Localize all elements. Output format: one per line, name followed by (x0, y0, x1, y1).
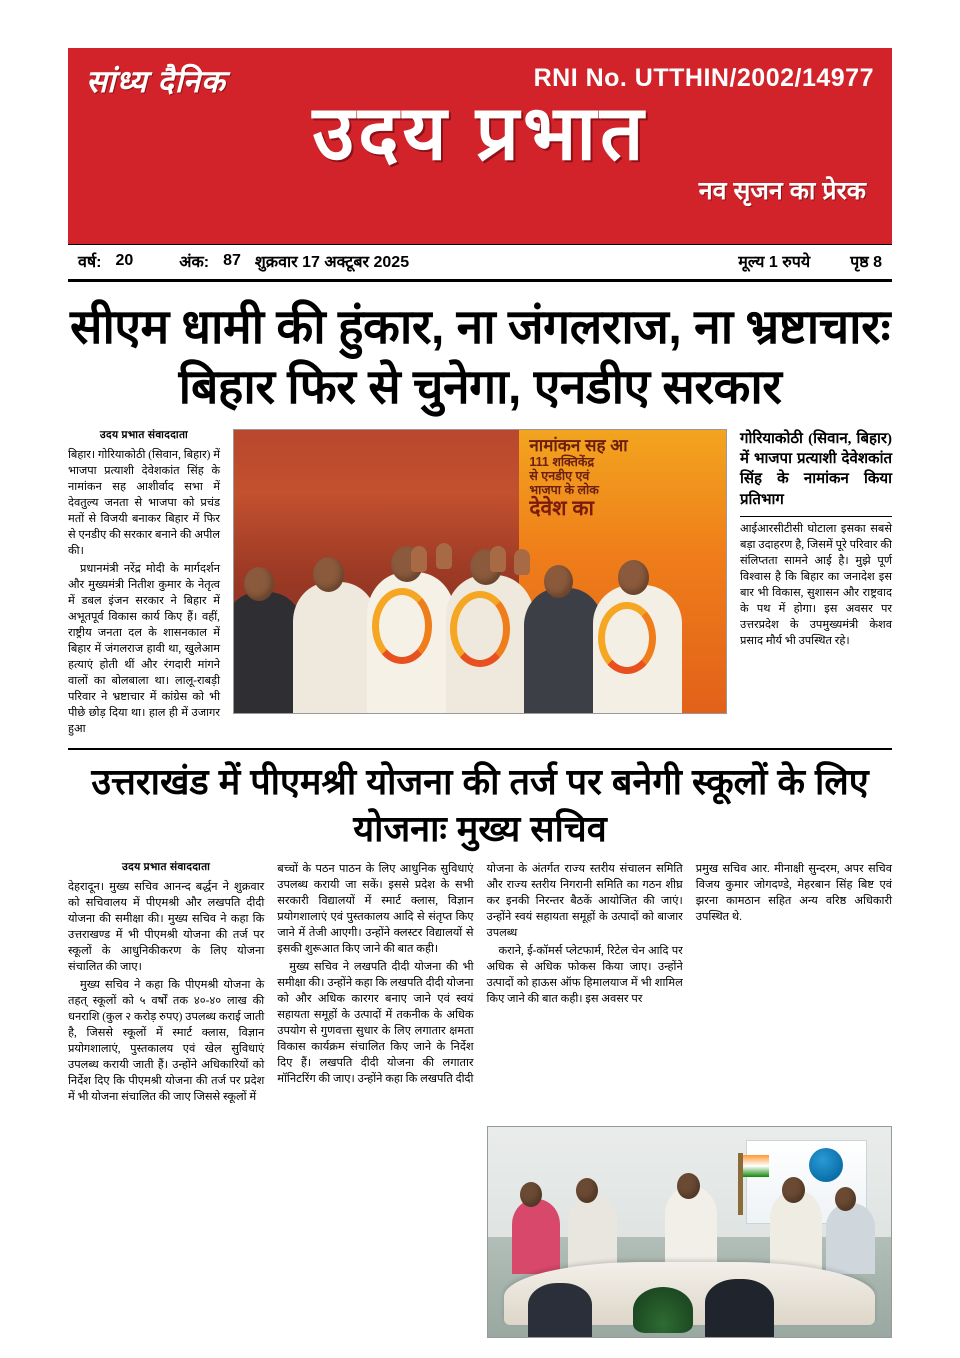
article2-column-1 (68, 861, 264, 1107)
main-headline: सीएम धामी की हुंकार, ना जंगलराज, ना भ्रष्टाचारः बिहार फिर से चुनेगा, एनडीए सरकार (70, 301, 890, 415)
masthead-rni-number: RNI No. UTTHIN/2002/14977 (533, 64, 874, 92)
article2-column-3 (487, 861, 683, 1107)
masthead-sandhya-label: सांध्य दैनिक (86, 64, 226, 99)
article-secondary-block (68, 861, 892, 1338)
secondary-headline: उत्तराखंड में पीएमश्री योजना की तर्ज पर बनेगी स्कूलों के लिए योजनाः मुख्य सचिव (68, 748, 892, 853)
issue-price: मूल्य 1 रुपये (738, 254, 811, 271)
year-label: वर्ष: (78, 254, 102, 271)
article1-right-column (740, 429, 892, 739)
article2-paragraph: कराने, ई-कॉमर्स प्लेटफार्म, रिटेल चेन आदि पर अधिक से अधिक फोकस किया जाए। उन्होंने उत्पादों को हाऊस ऑफ हिमालयाज में भी शामिल किए जाने की बात कही। इस अवसर पर (486, 945, 683, 1006)
article-lead-block (68, 429, 892, 739)
article1-left-column (68, 429, 220, 739)
article2-paragraph: बच्चों के पठन पाठन के लिए आधुनिक सुविधाएं उपलब्ध करायी जा सकें। इससे प्रदेश के सभी सरकारी विद्यालयों में स्मार्ट क्लास, विज्ञान प्रयोगशालाएं एवं पुस्तकालय आदि से संतृप्त किए जाने में तेजी आएगी। उन्होंने क्लस्टर विद्यालयों से इसकी शुरूआत किए जाने की बात कही। (277, 863, 474, 956)
masthead-tagline: नव सृजन का प्रेरक (698, 176, 866, 205)
article2-paragraph: प्रमुख सचिव आर. मीनाक्षी सुन्दरम, अपर सचिव विजय कुमार जोगदण्डे, मेहरबान सिंह बिष्ट एवं झरना कामठान सहित अन्य वरिष्ठ अधिकारी उपस्थित थे. (695, 863, 892, 924)
page-count: पृष्ठ 8 (850, 254, 882, 271)
banner-line-3: से एनडीए एवं (529, 468, 590, 483)
article2-column-4 (696, 861, 892, 1107)
article1-photo (233, 429, 727, 714)
article2-photo (487, 1126, 893, 1338)
article2-byline: उदय प्रभात संवाददाता (122, 862, 211, 873)
article1-byline: उदय प्रभात संवाददाता (99, 429, 189, 441)
article2-paragraph: मुख्य सचिव ने लखपति दीदी योजना की भी समीक्षा की। उन्होंने कहा कि लखपति दीदी योजना को और अधिक कारगर बनाए जाने एवं स्वयं सहायता समूहों के उत्पादों में तकनीक के अधिक उपयोग से गुणवत्ता सुधार के लिए लगातार क्षमता विकास कार्यक्रम संचालित किए जाने के निर्देश दिए हैं। लखपति दीदी योजना की लगातार मॉनिटरिंग की जाए। उन्होंने कहा कि लखपति दीदी (277, 961, 474, 1086)
issue-date: शुक्रवार 17 अक्टूबर 2025 (254, 254, 410, 271)
rally-crowd (234, 549, 726, 713)
indian-flag-icon (738, 1153, 743, 1215)
banner-line-4: भाजपा के लोक (529, 482, 599, 497)
article2-column-2 (277, 861, 473, 1107)
issue-value: 87 (223, 252, 241, 269)
year-value: 20 (115, 252, 134, 269)
masthead (68, 48, 892, 244)
article1-photo-caption: गोरियाकोठी (सिवान, बिहार) में भाजपा प्रत्याशी देवेशकांत सिंह के नामांकन किया प्रतिभाग (740, 430, 892, 508)
article2-paragraph: योजना के अंतर्गत राज्य स्तरीय संचालन समिति और राज्य स्तरीय निगरानी समिति का गठन शीघ्र कर इनकी निरन्तर बैठकें आयोजित की जाएं। उन्होंने स्वयं सहायता समूहों के उत्पादों को बाजार उपलब्ध (486, 863, 683, 940)
article1-paragraph: प्रधानमंत्री नरेंद्र मोदी के मार्गदर्शन और मुख्यमंत्री नितीश कुमार के नेतृत्व में डबल इंजन सरकार ने बिहार में अभूतपूर्व विकास कार्य किए हैं। वहीं, राष्ट्रीय जनता दल के शासनकाल में बिहार में जंगलराज हावी था, खुलेआम हत्याएं होती थीं और रंगदारी मांगने वालों का बोलबाला था। लालू-राबड़ी परिवार ने भ्रष्टाचार में कांग्रेस को भी पीछे छोड़ दिया था। हाल ही में उजागर हुआ (68, 563, 220, 736)
article2-paragraph: देहरादून। मुख्य सचिव आनन्द बर्द्धन ने शुक्रवार को सचिवालय में पीएमश्री और लखपति दीदी योजना की समीक्षा की। मुख्य सचिव ने कहा कि उत्तराखण्ड में भी पीएमश्री योजना की तर्ज पर स्कूलों के आधुनिकीकरण के लिए योजना संचालित की जाए। (68, 880, 265, 974)
uttarakhand-logo-icon (809, 1148, 843, 1182)
potted-plant (633, 1287, 693, 1333)
issue-label: अंक: (179, 254, 210, 271)
issue-info-bar (68, 244, 892, 282)
banner-line-1: नामांकन सह आ (529, 435, 628, 455)
article1-paragraph: आईआरसीटीसी घोटाला इसका सबसे बड़ा उदाहरण है, जिसमें पूरे परिवार की संलिप्तता सामने आई है। मुझे पूर्ण विश्वास है कि बिहार का जनादेश इस बार भी विकास, सुशासन और राष्ट्रवाद के पथ में होगा। इस अवसर पर उत्तरप्रदेश के उपमुख्यमंत्री केशव प्रसाद मौर्य भी उपस्थित रहे। (740, 522, 892, 648)
article2-paragraph: मुख्य सचिव ने कहा कि पीएमश्री योजना के तहत् स्कूलों को ५ वर्षों तक ४०-४० लाख की धनराशि (कुल २ करोड़ रुपए) उपलब्ध कराई जाती है, जिससे स्कूलों में स्मार्ट क्लास, विज्ञान प्रयोगशालाएं, पुस्तकालय एवं खेल सुविधाएं उपलब्ध करायी जाती हैं। उन्होंने अधिकारियों को निर्देश दिए कि पीएमश्री योजना की तर्ज पर प्रदेश में भी योजना संचालित की जाए जिससे स्कूलों में (68, 979, 265, 1104)
masthead-paper-title: उदय प्रभात (312, 91, 648, 176)
banner-candidate-name: देवेश का (529, 496, 594, 520)
banner-line-2: 111 शक्तिकेंद्र (529, 454, 595, 469)
article1-paragraph: बिहार। गोरियाकोठी (सिवान, बिहार) में भाजपा प्रत्याशी देवेशकांत सिंह के नामांकन सह आशीर्वाद सभा में देवतुल्य जनता से भाजपा को प्रचंड मतों से विजयी बनाकर बिहार में फिर से एनडीए की सरकार बनाने की अपील की। (68, 448, 220, 558)
